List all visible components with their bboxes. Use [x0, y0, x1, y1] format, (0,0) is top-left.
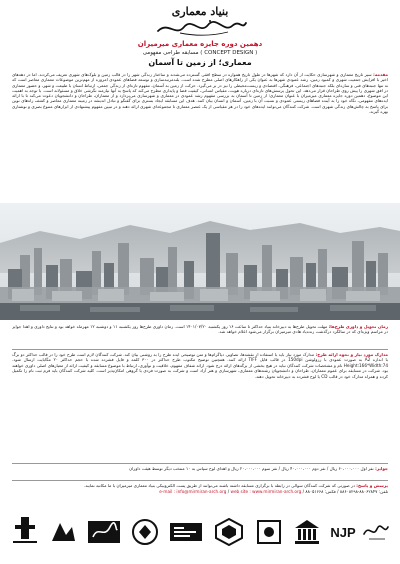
- divider: [12, 480, 388, 481]
- signature-icon: [361, 520, 391, 544]
- text-logo-icon: [329, 522, 357, 542]
- emblem-icon: [11, 515, 39, 549]
- competition-theme: معماری؛ از زمین تا آسمان: [148, 58, 252, 67]
- section-heading: زمان تحویل و داوری طرح‌ها:: [328, 324, 388, 329]
- sponsor-logos: [8, 510, 392, 556]
- emblem-icon: [48, 517, 78, 547]
- sponsor-logo-lettering: NJP: [330, 525, 356, 540]
- contact-line1: در صورتی که شرکت کنندگان سوالی در رابطه با برگزاری مسابقه داشته باشند می‌توانند از طریق پست الکترونیکی بنیاد معماری میرمیران با ما مکاتبه نمایند.: [83, 483, 355, 488]
- city-skyline-photo: [0, 203, 400, 320]
- section-heading: جوایز:: [375, 466, 388, 471]
- intro-text: سیر تاریخ معماری و شهرسازی حکایت از آن دارد که شهرها در طول تاریخ همواره در سطح افقی گسترده می‌شدند و ساختار زندگی شهر را در قالب زمین و بلوک‌های شهری تعریف می‌کردند. اما در دهه‌های اخیر با افزایش جمعیت شهری و کمبود زمین، رشد عمودی شهرها به عنوان یکی از راهکارهای اصلی مطرح شده است. بلندمرتبه‌سازی و توسعه فضاهای عمودی امروزه از مهم‌ترین موضوعات معماری معاصر است که نه تنها جنبه‌های فنی و سازه‌ای بلکه جنبه‌های اجتماعی، فرهنگی، اقتصادی و زیست‌محیطی را نیز در بر می‌گیرد. حرکت از زمین به آسمان، مفهوم تازه‌ای از زندگی جمعی، ارتباط انسان با طبیعت و شهر، و حضور معماری در افق شهری را پیش روی طراحان قرار می‌دهد. این تحول پرسش‌های تازه‌ای درباره هویت، مقیاس انسانی، کیفیت فضا و پایداری مطرح می‌کند که پاسخ به آنها نیازمند نگرشی خلاق و مسئولانه است. با توجه به اهمیت این موضوع، دهمین دوره جایزه معماری میرمیران با عنوان معماری؛ از زمین تا آسمان به بررسی مفهوم رشد عمودی در معماری و شهرسازی می‌پردازد و از معماران، طراحان و دانشجویان دعوت می‌کند تا با ارائه ایده‌های مفهومی، نگاه خود را به آینده فضاهای زیستی عمودی و نسبت آن با زمین، آسمان و انسان بیان کنند. هدف این مسابقه ایجاد بستری برای گفتگو و تبادل اندیشه در زمینه معماری معاصر و کشف راه‌های نوین برای پاسخ به چالش‌های زندگی شهری است. شرکت کنندگان می‌توانند ایده‌های خود را در هر مقیاسی از یک عنصر معماری تا مجموعه‌ای شهری ارائه دهند و در تبیین مفهوم پیشنهادی از ابزارهای متنوع بصری و نوشتاری بهره گیرند.: [12, 72, 388, 115]
- org-name: بنیاد معماری: [171, 5, 229, 18]
- sponsor-logo: [128, 510, 162, 554]
- sponsor-logo: [210, 510, 248, 554]
- sponsor-logo: [252, 510, 286, 554]
- competition-subtitle: مسابقه طراحی مفهومی ( CONCEPT DESIGN ): [142, 50, 258, 56]
- sponsor-logo: [8, 510, 42, 554]
- contact-email-link[interactable]: e-mail : info@mirmiran-arch.org: [159, 488, 227, 494]
- intro-lead: مقدمه:: [373, 72, 388, 77]
- sponsor-logo: [328, 510, 358, 554]
- section-timeline: [12, 324, 388, 346]
- signature-logo: [150, 17, 250, 39]
- sponsor-logo: [46, 510, 80, 554]
- contact-phone: تلفن: ۸۸۰۶۲۸۴۷-۸۸۶۰۸۲۹۸ / فکس: ۸۸۰۵۱۶۶۸: [305, 488, 388, 494]
- emblem-icon: [86, 517, 122, 547]
- section-requirements: [12, 352, 388, 460]
- intro-paragraph: [12, 72, 388, 202]
- emblem-icon: [130, 517, 160, 547]
- competition-title: دهمین دوره جایزه معماری میرمیران: [137, 40, 263, 48]
- section-text: مهلت تحویل طرح‌ها به دبیرخانه بنیاد حداکثر تا ساعت ۱۶ روز یکشنبه ۱۴۰۱/۰۷/۲۰ است. زمان داوری طرح‌ها روز یکشنبه ۱۱ و دوشنبه ۱۲ مهرماه خواهد بود و نتایج داوری و اهدا جوایز در مراسم ویژه‌ای که در سالگرد درگذشت زنده‌یاد هادی میرمیران برگزار می‌شود اعلام خواهد شد.: [12, 324, 388, 335]
- emblem-icon: [212, 516, 246, 548]
- section-prizes: [12, 466, 388, 478]
- divider: [12, 349, 388, 350]
- section-heading: مدارک مورد نیاز و نحوه ارائه طرح:: [315, 352, 388, 357]
- contact-block: پرسش و پاسخ: در صورتی که شرکت کنندگان سوالی در رابطه با برگزاری مسابقه داشته باشند می‌توانند از طریق پست الکترونیکی بنیاد معماری میرمیران با ما مکاتبه نمایند. تلفن: ۸۸۰۶۲۸۴۷-۸۸۶۰۸۲۹۸ / فکس: ۸۸۰۵۱۶۶۸ / e-mail : info@mirmiran-arch.org / web site : www.mirmiran-arch.org: [83, 483, 388, 494]
- contact-heading: پرسش و پاسخ:: [356, 483, 388, 488]
- sponsor-logo: [84, 510, 124, 554]
- emblem-icon: [254, 517, 284, 547]
- divider: [12, 463, 388, 464]
- sponsor-logo: [360, 510, 392, 554]
- emblem-icon: [168, 517, 204, 547]
- section-text: مدارک مورد نیاز باید با استفاده از نقشه‌ها، تصاویر، دیاگرام‌ها و متن توضیحی ایده طرح را به روشنی بیان کند. شرکت کنندگان لازم است طرح خود را در قالب حداکثر دو برگ با اندازه A2 به صورت عمودی با رزولوشن 150dpi در قالب فایل TIFF ارائه کنند. همچنین توضیح مکتوب طرح حداکثر در ۳۰۰ کلمه و فایل فشرده شده با حجم حداکثر ۲۰ مگابایت ارسال شود. Height:166*Width:74 نام و مشخصات شرکت کنندگان نباید در هیچ بخشی از برگه‌های ارائه درج شود. ارائه شفاف مفهوم، خلاقیت و نوآوری، ارتباط با موضوع مسابقه و کیفیت ارائه از معیارهای اصلی داوری خواهند بود. شرکت در مسابقه برای عموم معماران، طراحان و دانشجویان رشته‌های معماری، شهرسازی و هنر آزاد است و شرکت به صورت فردی یا گروهی امکان‌پذیر است. کلیه شرکت کنندگان باید فرم ثبت نام را تکمیل کرده و همراه مدارک خود در قالب CD یا لوح فشرده به دبیرخانه تحویل دهند.: [12, 352, 388, 379]
- sponsor-logo: [290, 510, 324, 554]
- unesco-icon: [292, 516, 322, 548]
- section-text: نفر اول ۶۰،۰۰۰،۰۰۰ ریال / نفر دوم ۴۰،۰۰۰،۰۰۰ ریال / نفر سوم ۲۰،۰۰۰،۰۰۰ ریال و اهدای لوح سپاس به ۱۰ منتخب دیگر توسط هیئت داوران: [129, 466, 374, 471]
- sponsor-logo: [166, 510, 206, 554]
- contact-website-link[interactable]: web site : www.mirmiran-arch.org: [230, 488, 302, 494]
